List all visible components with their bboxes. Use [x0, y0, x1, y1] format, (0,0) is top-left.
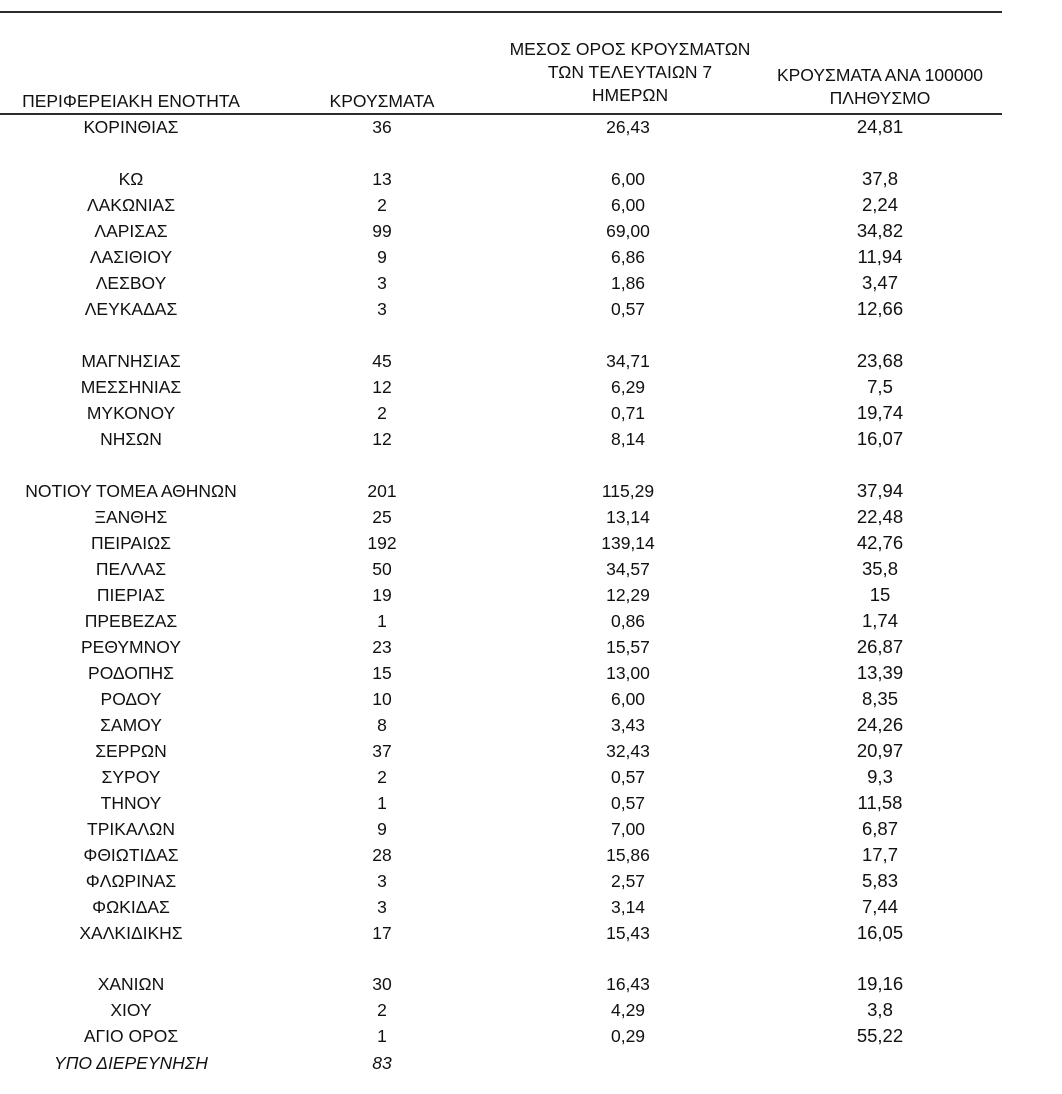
cell-per-100k: 37,94 — [856, 480, 904, 501]
cell-avg-7days: 6,00 — [610, 195, 646, 215]
cell-cases: 13 — [372, 169, 392, 189]
cell-avg-7days: 6,00 — [610, 689, 646, 709]
cell-cases: 9 — [377, 247, 387, 267]
table-row — [0, 114, 1002, 140]
cell-per-100k: 3,8 — [867, 999, 893, 1020]
cell-region: ΣΥΡΟΥ — [101, 767, 161, 787]
cell-cases: 9 — [377, 819, 387, 839]
table-row — [0, 504, 1002, 530]
cell-avg-7days: 32,43 — [606, 741, 650, 761]
cell-avg-7days: 34,71 — [606, 351, 650, 371]
cell-avg-7days: 16,43 — [606, 974, 650, 994]
table-row — [0, 192, 1002, 218]
header-region-label: ΠΕΡΙΦΕΡΕΙΑΚΗ ΕΝΟΤΗΤΑ — [22, 91, 240, 111]
cell-region: ΞΑΝΘΗΣ — [94, 507, 168, 527]
cell-cases: 3 — [377, 871, 387, 891]
cell-region: ΦΘΙΩΤΙΔΑΣ — [83, 845, 179, 865]
cell-cases: 1 — [377, 611, 387, 631]
cell-cases: 2 — [377, 195, 387, 215]
cell-cases: 192 — [367, 533, 397, 553]
cell-region: ΛΑΣΙΘΙΟΥ — [89, 247, 173, 267]
cell-avg-7days: 0,86 — [610, 611, 646, 631]
cell-avg-7days: 15,86 — [606, 845, 650, 865]
cell-region: ΦΛΩΡΙΝΑΣ — [85, 871, 177, 891]
table-row — [0, 1023, 1002, 1049]
cell-per-100k: 3,47 — [861, 272, 898, 293]
cell-region: ΠΕΛΛΑΣ — [95, 559, 167, 579]
cell-region: ΤΗΝΟΥ — [100, 793, 162, 813]
cell-per-100k: 22,48 — [856, 506, 904, 527]
header-cases-label: ΚΡΟΥΣΜΑΤΑ — [329, 91, 435, 111]
table-row — [0, 374, 1002, 400]
cell-avg-7days: 13,00 — [606, 663, 650, 683]
cell-avg-7days: 13,14 — [606, 507, 650, 527]
table-row — [0, 348, 1002, 374]
cell-cases: 19 — [372, 585, 392, 605]
cell-avg-7days: 6,86 — [610, 247, 646, 267]
table-row — [0, 608, 1002, 634]
cell-per-100k: 8,35 — [861, 688, 898, 709]
cell-region: ΜΑΓΝΗΣΙΑΣ — [81, 351, 181, 371]
header-avg-line2: ΤΩΝ ΤΕΛΕΥΤΑΙΩΝ 7 — [547, 62, 713, 82]
cell-region: ΦΩΚΙΔΑΣ — [92, 897, 170, 917]
cell-cases: 17 — [372, 923, 392, 943]
cell-avg-7days: 6,29 — [610, 377, 646, 397]
cell-per-100k: 19,16 — [856, 973, 904, 994]
cell-cases: 3 — [377, 897, 387, 917]
table-row — [0, 556, 1002, 582]
cell-per-100k: 7,44 — [861, 896, 898, 917]
cell-region: ΝΟΤΙΟΥ ΤΟΜΕΑ ΑΘΗΝΩΝ — [25, 481, 237, 501]
cell-avg-7days: 3,43 — [610, 715, 646, 735]
cell-cases: 25 — [372, 507, 392, 527]
cell-avg-7days: 2,57 — [610, 871, 646, 891]
cell-per-100k: 26,87 — [856, 636, 904, 657]
cell-region: ΜΕΣΣΗΝΙΑΣ — [80, 377, 182, 397]
cell-avg-7days: 8,14 — [610, 429, 646, 449]
cell-cases: 2 — [377, 767, 387, 787]
table-row — [0, 894, 1002, 920]
cell-region: ΛΑΡΙΣΑΣ — [94, 221, 168, 241]
table-row — [0, 582, 1002, 608]
cell-cases: 3 — [377, 299, 387, 319]
cell-cases: 12 — [372, 377, 392, 397]
cell-region: ΧΑΝΙΩΝ — [97, 974, 165, 994]
cell-per-100k: 55,22 — [856, 1025, 904, 1046]
cell-cases: 8 — [377, 715, 387, 735]
table-row — [0, 712, 1002, 738]
cell-region: ΣΕΡΡΩΝ — [95, 741, 167, 761]
table-row — [0, 530, 1002, 556]
table-row — [0, 1050, 1002, 1076]
cell-region: ΠΕΙΡΑΙΩΣ — [91, 533, 171, 553]
cell-per-100k: 24,26 — [856, 714, 904, 735]
cell-per-100k: 35,8 — [861, 558, 898, 579]
cell-per-100k: 34,82 — [856, 220, 904, 241]
cell-region: ΥΠΟ ΔΙΕΡΕΥΝΗΣΗ — [54, 1053, 208, 1073]
cell-per-100k: 7,5 — [867, 376, 893, 397]
cell-per-100k: 15 — [869, 584, 891, 605]
table-row — [0, 997, 1002, 1023]
table-row — [0, 868, 1002, 894]
header-avg-line1: ΜΕΣΟΣ ΟΡΟΣ ΚΡΟΥΣΜΑΤΩΝ — [509, 39, 751, 59]
cell-per-100k: 6,87 — [861, 818, 898, 839]
cell-cases: 201 — [367, 481, 397, 501]
cell-avg-7days: 1,86 — [610, 273, 646, 293]
cell-per-100k: 37,8 — [861, 168, 898, 189]
table-row — [0, 426, 1002, 452]
table-row — [0, 400, 1002, 426]
cell-region: ΧΑΛΚΙΔΙΚΗΣ — [79, 923, 183, 943]
cell-region: ΧΙΟΥ — [110, 1000, 152, 1020]
cell-avg-7days: 34,57 — [606, 559, 650, 579]
cell-avg-7days: 0,71 — [610, 403, 646, 423]
cell-region: ΜΥΚΟΝΟΥ — [86, 403, 176, 423]
table-row — [0, 738, 1002, 764]
cell-per-100k: 24,81 — [856, 116, 904, 137]
cell-per-100k: 1,74 — [861, 610, 898, 631]
cell-avg-7days: 26,43 — [606, 117, 650, 137]
table-row — [0, 816, 1002, 842]
cell-cases: 1 — [377, 793, 387, 813]
table-row — [0, 971, 1002, 997]
cell-cases: 12 — [372, 429, 392, 449]
cell-cases: 2 — [377, 1000, 387, 1020]
table-row — [0, 764, 1002, 790]
cell-region: ΡΟΔΟΠΗΣ — [88, 663, 174, 683]
cell-avg-7days: 0,29 — [610, 1026, 646, 1046]
table-row — [0, 634, 1002, 660]
cell-region: ΚΩ — [118, 169, 144, 189]
cell-region: ΣΑΜΟΥ — [100, 715, 162, 735]
table-row — [0, 296, 1002, 322]
cell-per-100k: 20,97 — [856, 740, 904, 761]
cell-per-100k: 9,3 — [867, 766, 893, 787]
table-row — [0, 790, 1002, 816]
cell-avg-7days: 15,57 — [606, 637, 650, 657]
cell-cases: 23 — [372, 637, 392, 657]
cell-region: ΡΟΔΟΥ — [100, 689, 162, 709]
header-per-line2: ΠΛΗΘΥΣΜΟ — [829, 88, 931, 108]
cell-avg-7days: 4,29 — [610, 1000, 646, 1020]
cell-per-100k: 5,83 — [861, 870, 898, 891]
table-row — [0, 166, 1002, 192]
table-row — [0, 920, 1002, 946]
cell-avg-7days: 7,00 — [610, 819, 646, 839]
cell-region: ΑΓΙΟ ΟΡΟΣ — [83, 1026, 179, 1046]
cell-cases: 15 — [372, 663, 392, 683]
cell-region: ΛΕΣΒΟΥ — [95, 273, 167, 293]
header-avg-line3: ΗΜΕΡΩΝ — [591, 85, 669, 105]
cell-region: ΝΗΣΩΝ — [100, 429, 162, 449]
cell-cases: 37 — [372, 741, 392, 761]
cell-per-100k: 13,39 — [856, 662, 904, 683]
table-row — [0, 218, 1002, 244]
cell-cases: 2 — [377, 403, 387, 423]
cell-cases: 28 — [372, 845, 392, 865]
cell-per-100k: 12,66 — [856, 298, 904, 319]
cell-cases: 3 — [377, 273, 387, 293]
cell-per-100k: 23,68 — [856, 350, 904, 371]
cell-per-100k: 16,07 — [856, 428, 904, 449]
cell-per-100k: 17,7 — [861, 844, 898, 865]
cell-region: ΚΟΡΙΝΘΙΑΣ — [83, 117, 179, 137]
cell-per-100k: 42,76 — [856, 532, 904, 553]
cell-cases: 45 — [372, 351, 392, 371]
cell-avg-7days: 139,14 — [601, 533, 655, 553]
cell-per-100k: 16,05 — [856, 922, 904, 943]
cell-avg-7days: 0,57 — [610, 793, 646, 813]
cell-avg-7days: 115,29 — [601, 481, 655, 501]
table-row — [0, 270, 1002, 296]
cell-cases: 50 — [372, 559, 392, 579]
cell-region: ΡΕΘΥΜΝΟΥ — [80, 637, 181, 657]
cell-region: ΤΡΙΚΑΛΩΝ — [87, 819, 175, 839]
cell-avg-7days: 3,14 — [610, 897, 646, 917]
cell-per-100k: 19,74 — [856, 402, 904, 423]
cell-cases: 10 — [372, 689, 392, 709]
cell-avg-7days: 0,57 — [610, 767, 646, 787]
cell-avg-7days: 6,00 — [610, 169, 646, 189]
table-row — [0, 842, 1002, 868]
cell-cases: 1 — [377, 1026, 387, 1046]
cell-cases: 30 — [372, 974, 392, 994]
table-row — [0, 686, 1002, 712]
cell-region: ΛΕΥΚΑΔΑΣ — [84, 299, 178, 319]
cell-avg-7days: 0,57 — [610, 299, 646, 319]
cell-avg-7days: 12,29 — [606, 585, 650, 605]
cell-per-100k: 11,58 — [857, 792, 903, 813]
cell-avg-7days: 69,00 — [606, 221, 650, 241]
table-row — [0, 660, 1002, 686]
cell-cases: 36 — [372, 117, 392, 137]
table-row — [0, 478, 1002, 504]
cell-region: ΠΡΕΒΕΖΑΣ — [84, 611, 178, 631]
cell-region: ΛΑΚΩΝΙΑΣ — [86, 195, 176, 215]
cell-cases: 99 — [372, 221, 392, 241]
cell-cases: 83 — [372, 1053, 392, 1073]
cell-per-100k: 2,24 — [861, 194, 898, 215]
cell-region: ΠΙΕΡΙΑΣ — [96, 585, 166, 605]
cell-per-100k: 11,94 — [857, 246, 903, 267]
header-per-line1: ΚΡΟΥΣΜΑΤΑ ΑΝΑ 100000 — [776, 65, 984, 85]
table-row — [0, 244, 1002, 270]
cell-avg-7days: 15,43 — [606, 923, 650, 943]
